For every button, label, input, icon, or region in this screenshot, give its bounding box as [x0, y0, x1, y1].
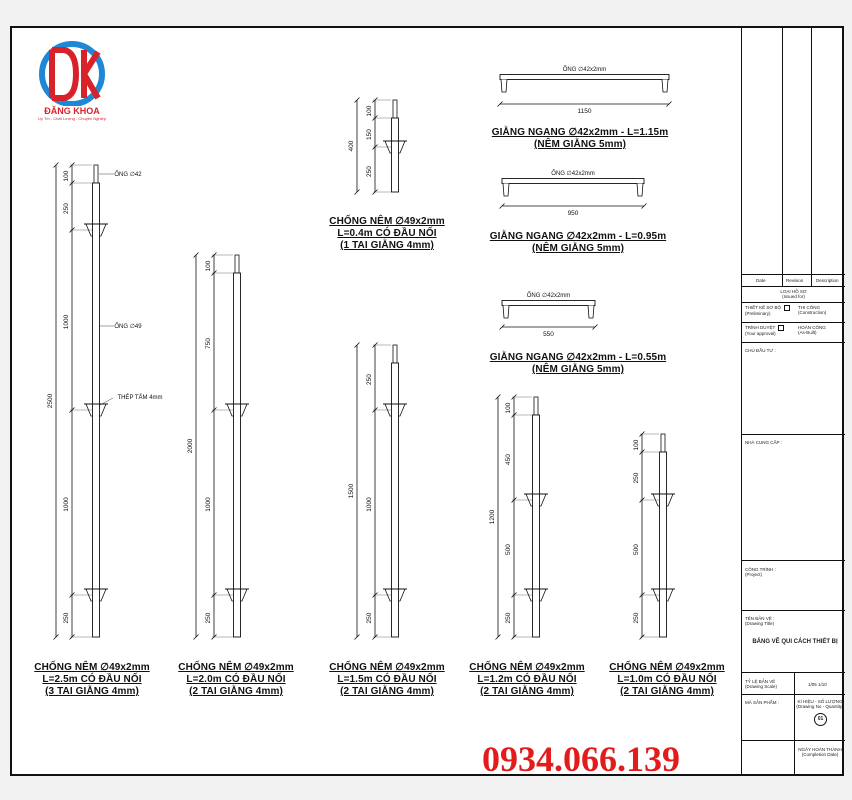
post-p4-seg-label-1: 1000 [366, 497, 373, 512]
drawing-title-label: TÊN BẢN VẼ : [745, 616, 775, 621]
header-revision: Revision [786, 278, 804, 283]
completion-label: NGÀY HOÀN THÀNH [798, 747, 842, 752]
post-p1-seg-label-2: 1000 [63, 314, 70, 330]
caption-post-1-2m-line1: CHỐNG NÊM ∅49x2mm [469, 662, 585, 673]
post-p5-seg-label-1: 450 [505, 454, 512, 465]
post-p5-seg-label-3: 250 [505, 612, 512, 624]
supplier-label: NHÀ CUNG CẤP : [745, 440, 782, 445]
post-p1-tie-right-2 [100, 589, 107, 601]
post-p4-seg-label-0: 250 [366, 374, 373, 385]
post-p1-seg-label-3: 1000 [63, 497, 70, 512]
ledger-l3-tube [502, 301, 595, 306]
caption-post-1-5m-line3: (2 TAI GIẰNG 4mm) [340, 686, 434, 697]
ledger-l1-wedge-right [662, 80, 668, 93]
caption-ledger-0-55m [488, 352, 668, 376]
logo-name: ĐĂNG KHOA [44, 106, 100, 116]
post-p1-total-label: 2500 [47, 393, 54, 409]
ledger-l3-pipe-label: ỐNG ∅42x2mm [526, 293, 571, 299]
caption-ledger-1-15m-line1: GIẰNG NGANG ∅42x2mm - L=1.15m [491, 127, 669, 138]
sheet-number-circle: 01 [814, 713, 827, 726]
ledger-l2-length-label: 950 [567, 210, 579, 217]
post-p1-tie-right-0 [100, 224, 107, 236]
post-p5-tie-right-0 [540, 494, 547, 506]
post-p5-tie-right-1 [540, 589, 547, 601]
caption-post-0-4m-line1: CHỐNG NÊM ∅49x2mm [329, 216, 445, 227]
caption-post-1-2m-line2: L=1.2m CÓ ĐẦU NỐI [477, 674, 577, 685]
post-p4-seg-label-2: 250 [366, 612, 373, 624]
caption-post-0-4m-line2: L=0.4m CÓ ĐẦU NỐI [337, 228, 437, 239]
caption-post-1-0m [606, 662, 728, 698]
option-approval: TRÌNH DUYỆT [745, 325, 776, 331]
drawing-title: BẢNG VẼ QUI CÁCH THIẾT BỊ [752, 639, 838, 645]
caption-post-2-0m-line2: L=2.0m CÓ ĐẦU NỐI [186, 674, 286, 685]
post-p1-tie-right-1 [100, 404, 107, 416]
caption-post-1-5m [326, 662, 448, 698]
caption-post-2-0m-line3: (2 TAI GIẰNG 4mm) [189, 686, 283, 697]
post-p4-total-label: 1500 [348, 483, 355, 499]
ledger-l1-tube [500, 75, 669, 80]
ledger-l2-tube [502, 179, 644, 184]
caption-post-1-2m-line3: (2 TAI GIẰNG 4mm) [480, 686, 574, 697]
caption-ledger-1-15m [490, 127, 670, 151]
post-p1-seg-label-1: 250 [63, 203, 70, 214]
scale-label: TỶ LỆ BẢN VẼ [745, 679, 776, 684]
post-p5-total-label: 1200 [489, 509, 496, 525]
post-p4-tie-right-0 [399, 404, 406, 416]
option-preliminary: THIẾT KẾ SƠ BỘ [745, 305, 782, 311]
owner-label: CHỦ ĐẦU TƯ : [745, 348, 776, 353]
ledger-l1-length-label: 1150 [577, 108, 592, 115]
post-p2-tube [234, 273, 241, 637]
caption-post-2-0m [176, 662, 296, 698]
post-p6-spigot [661, 434, 665, 452]
post-p2-spigot [235, 255, 239, 273]
post-p5-seg-label-2: 500 [505, 544, 512, 555]
post-p6-seg-label-3: 250 [633, 612, 640, 624]
quantity-sub: (Drawing No - Quantity) [796, 704, 844, 709]
post-p1-seg-label-4: 250 [63, 612, 70, 624]
caption-post-1-5m-line1: CHỐNG NÊM ∅49x2mm [329, 662, 445, 673]
post-p2-total-label: 2000 [187, 438, 194, 454]
note-spigot-label: ỐNG ∅42 [114, 172, 142, 178]
logo-tagline: Uy Tín - Chất Lượng - Chuyên Nghiệp [38, 116, 106, 121]
post-p1-seg-label-0: 100 [63, 170, 70, 182]
post-p3-total-label: 400 [348, 140, 355, 152]
phone-number: 0934.066.139 [482, 739, 680, 779]
ledger-l3-wedge-left [503, 306, 509, 319]
scale-sub: (Drawing Scale) [745, 684, 778, 689]
header-date: Date [756, 278, 766, 283]
ledger-l3-length-label: 550 [543, 331, 554, 338]
post-p2-seg-label-2: 1000 [205, 497, 212, 512]
post-p4-tie-right-1 [399, 589, 406, 601]
post-p6-seg-label-0: 100 [633, 439, 640, 451]
caption-post-1-0m-line2: L=1.0m CÓ ĐẦU NỐI [617, 674, 717, 685]
caption-post-1-0m-line1: CHỐNG NÊM ∅49x2mm [609, 662, 725, 673]
post-p2-seg-label-1: 750 [205, 338, 212, 349]
post-p6-tie-right-1 [667, 589, 674, 601]
caption-post-2-5m-line3: (3 TAI GIẰNG 4mm) [45, 686, 139, 697]
caption-post-2-5m-line1: CHỐNG NÊM ∅49x2mm [34, 662, 150, 673]
ledger-l2-wedge-right [637, 184, 643, 197]
post-p5-tube [533, 415, 540, 637]
note-plate-label: THÉP TẤM 4mm [117, 395, 163, 401]
caption-ledger-1-15m-line2: (NÊM GIẰNG 5mm) [533, 139, 627, 150]
option-construction: THI CÔNG [798, 305, 820, 310]
note-tube-label: ỐNG ∅49 [114, 324, 142, 330]
option-asbuilt: HOÀN CÔNG [798, 325, 826, 330]
header-description: Description [816, 278, 839, 283]
post-p2-tie-right-1 [241, 589, 248, 601]
caption-ledger-0-95m-line2: (NÊM GIẰNG 5mm) [531, 243, 625, 254]
option-approval-sub: (Your approval) [745, 331, 776, 336]
post-p6-seg-label-2: 500 [633, 544, 640, 555]
option-construction-sub: (Construction) [798, 310, 827, 315]
caption-post-1-5m-line2: L=1.5m CÓ ĐẦU NỐI [337, 674, 437, 685]
ledger-l1-wedge-left [501, 80, 507, 93]
post-p5-spigot [534, 397, 538, 415]
post-p6-tube [660, 452, 667, 637]
post-p2-tie-right-0 [241, 404, 248, 416]
post-p3-spigot [393, 100, 397, 118]
post-p6-seg-label-1: 250 [633, 472, 640, 484]
project-label: CÔNG TRÌNH : [745, 567, 776, 572]
option-asbuilt-sub: (As-Built) [798, 330, 817, 335]
ledger-l1-pipe-label: ỐNG ∅42x2mm [562, 67, 607, 73]
quantity-label: KÍ HIỆU - SỐ LƯỢNG [797, 699, 843, 704]
caption-post-0-4m-line3: (1 TAI GIẰNG 4mm) [340, 240, 434, 251]
ledger-l2-wedge-left [503, 184, 509, 197]
post-p3-seg-label-0: 100 [366, 105, 373, 117]
post-p4-spigot [393, 345, 397, 363]
caption-post-2-5m-line2: L=2.5m CÓ ĐẦU NỐI [42, 674, 142, 685]
post-p3-seg-label-2: 250 [366, 166, 373, 177]
post-p1-tube [93, 183, 100, 637]
ledger-l2-pipe-label: ỐNG ∅42x2mm [551, 171, 595, 177]
post-p3-tube [392, 118, 399, 192]
post-p3-tie-right-0 [399, 141, 406, 153]
caption-post-0-4m [326, 216, 448, 252]
caption-post-1-2m [466, 662, 588, 698]
doc-type-label: LOẠI HỒ SƠ [780, 289, 807, 294]
ledger-l3-wedge-right [588, 306, 594, 319]
scale-value: 1/05 1/10 [808, 682, 827, 687]
completion-sub: (Completion Date) [801, 752, 839, 757]
post-p2-seg-label-3: 250 [205, 612, 212, 624]
caption-ledger-0-95m [488, 231, 668, 255]
post-p5-seg-label-0: 100 [505, 402, 512, 414]
caption-post-1-0m-line3: (2 TAI GIẰNG 4mm) [620, 686, 714, 697]
project-sub: (Project) [745, 572, 763, 577]
drawing-title-sub: (Drawing Title) [745, 621, 775, 626]
doc-type-sub: (Issued for) [782, 294, 805, 299]
post-p3-seg-label-1: 150 [366, 129, 373, 140]
product-code-label: MÃ SẢN PHẨM : [745, 700, 780, 705]
caption-post-2-5m [32, 662, 152, 698]
post-p6-tie-right-0 [667, 494, 674, 506]
post-p1-spigot [94, 165, 98, 183]
caption-ledger-0-55m-line1: GIẰNG NGANG ∅42x2mm - L=0.55m [489, 352, 667, 363]
caption-ledger-0-95m-line1: GIẰNG NGANG ∅42x2mm - L=0.95m [489, 231, 667, 242]
option-preliminary-sub: (Preliminary) [745, 311, 771, 316]
caption-post-2-0m-line1: CHỐNG NÊM ∅49x2mm [178, 662, 294, 673]
post-p2-seg-label-0: 100 [205, 260, 212, 272]
caption-ledger-0-55m-line2: (NÊM GIẰNG 5mm) [531, 364, 625, 375]
